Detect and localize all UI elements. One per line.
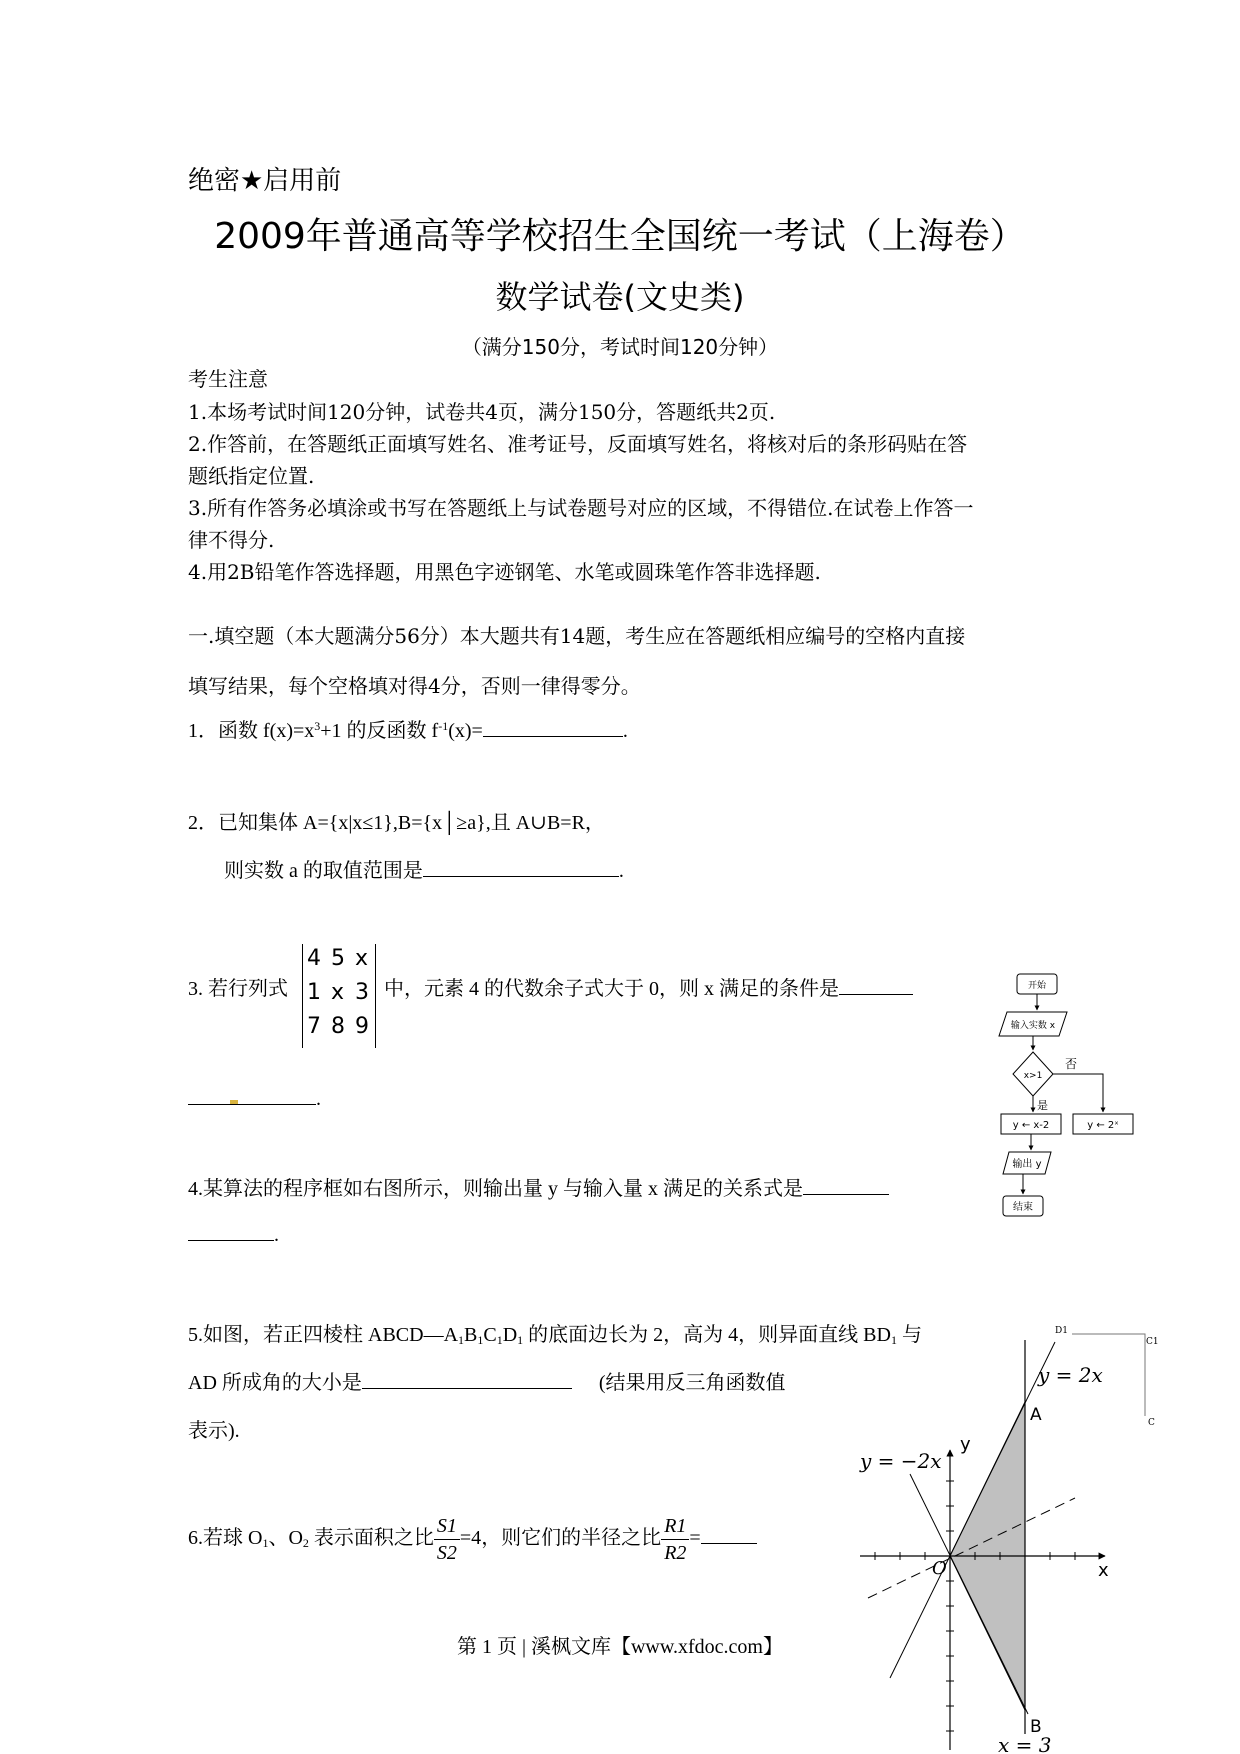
question-5-line3: 表示).: [188, 1420, 240, 1442]
label-d1: D1: [1055, 1326, 1068, 1336]
section-intro: 填写结果，每个空格填对得4分，否则一律得零分。: [188, 674, 641, 698]
question-2: 2．已知集体 A={x|x≤1},B={x│≥a},且 A∪B=R，: [188, 812, 605, 834]
label-c: C: [1148, 1418, 1155, 1428]
determinant-matrix: 4 5 x 1 x 3 7 8 9: [302, 944, 376, 1048]
notice-item: 3.所有作答务必填涂或书写在答题纸上与试卷题号对应的区域，不得错位.在试卷上作答一: [188, 496, 974, 520]
question-5: 5.如图，若正四棱柱 $ABCD—A_1B_1C_1D_1$ 的底面边长为 2，高为 4，则异面直线 $BD_1$ 与: [188, 1324, 922, 1347]
area-ratio-fraction: $\frac{S1}{S2}$: [434, 1513, 460, 1566]
label-point-a: A: [1030, 1405, 1042, 1425]
flow-condition-text: x>1: [1023, 1071, 1043, 1081]
notice-item: 题纸指定位置.: [188, 464, 315, 488]
flow-start-text: 开始: [1027, 981, 1047, 991]
question-1: 1．函数 $f(x)=x^3+1$ 的反函数 $f^{-1}(x)=$ .: [188, 719, 628, 742]
question-6: 6.若球 $O_1$、$O_2$ 表示面积之比 $\frac{S1}{S2}$ =4，则它们的半径之比 $\frac{R1}{R2}$ =: [188, 1508, 757, 1568]
radius-ratio-fraction: $\frac{R1}{R2}$: [661, 1513, 689, 1566]
notice-item: 律不得分.: [188, 528, 275, 552]
score-time: （满分150分，考试时间120分钟）: [461, 335, 779, 359]
answer-blank[interactable]: [423, 858, 619, 877]
exam-subtitle: 数学试卷(文史类): [495, 278, 745, 316]
label-x-axis: x: [1098, 1560, 1109, 1581]
flow-left-text: y ← x-2: [1012, 1120, 1050, 1131]
question-4: 4.某算法的程序框如右图所示，则输出量 y 与输入量 x 满足的关系式是: [188, 1172, 889, 1201]
answer-blank[interactable]: [188, 1086, 316, 1105]
question-3-cont: .: [188, 1086, 321, 1111]
question-3-suffix: 中，元素 4 的代数余子式大于 0，则 x 满足的条件是: [384, 972, 913, 1001]
label-point-b: B: [1030, 1717, 1042, 1737]
flow-end-text: 结束: [1013, 1202, 1033, 1213]
notice-item: 4.用2B铅笔作答选择题，用黑色字迹钢笔、水笔或圆珠笔作答非选择题.: [188, 560, 821, 584]
notice-item: 1.本场考试时间120分钟，试卷共4页，满分150分，答题纸共2页.: [188, 400, 776, 424]
flow-no-label: 否: [1065, 1057, 1078, 1071]
exam-title: 2009年普通高等学校招生全国统一考试（上海卷）: [214, 216, 1026, 257]
question-2-line2: 则实数 a 的取值范围是 .: [224, 860, 624, 882]
label-origin: O: [932, 1558, 947, 1579]
algorithm-flowchart: [995, 970, 1145, 1260]
label-x-eq-3: x = 3: [998, 1733, 1052, 1754]
flow-output-text: 输出 y: [1012, 1159, 1042, 1170]
secret-label: 绝密★启用前: [188, 166, 342, 196]
section-intro: 一.填空题（本大题满分56分）本大题共有14题，考生应在答题纸相应编号的空格内直接: [188, 624, 966, 648]
line-y-eq-2x: [890, 1342, 1055, 1678]
notice-heading: 考生注意: [188, 367, 268, 391]
label-y-eq-neg-2x: y = −2x: [860, 1449, 942, 1473]
flow-input-text: 输入实数 x: [1010, 1021, 1056, 1031]
flow-yes-label: 是: [1037, 1099, 1048, 1112]
notice-item: 2.作答前，在答题纸正面填写姓名、准考证号，反面填写姓名，将核对后的条形码贴在答: [188, 432, 968, 456]
highlight-mark: [230, 1100, 238, 1104]
answer-blank[interactable]: [483, 718, 623, 737]
answer-blank[interactable]: [362, 1370, 572, 1389]
answer-blank[interactable]: [188, 1222, 274, 1241]
answer-blank[interactable]: [839, 976, 913, 995]
flow-right-text: y ← 2ˣ: [1087, 1120, 1119, 1131]
question-4-cont: .: [188, 1222, 279, 1247]
question-5-line2: AD 所成角的大小是 (结果用反三角函数值: [188, 1372, 786, 1394]
page-footer: 第 1 页 | 溪枫文库【www.xfdoc.com】: [456, 1636, 783, 1658]
label-y-eq-2x: y = 2x: [1038, 1363, 1103, 1387]
answer-blank[interactable]: [803, 1176, 889, 1195]
question-3-prefix: 3. 若行列式: [188, 978, 288, 1000]
coordinate-graph: [850, 1320, 1160, 1754]
label-y-axis: y: [960, 1434, 971, 1455]
answer-blank[interactable]: [701, 1525, 757, 1544]
label-c1: C1: [1146, 1337, 1159, 1347]
